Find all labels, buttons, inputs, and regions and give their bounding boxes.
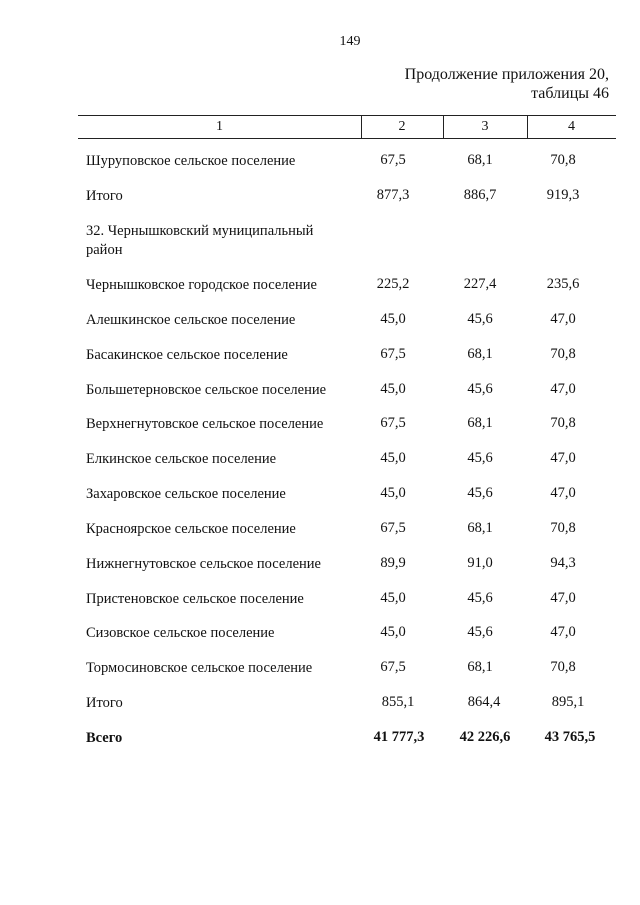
row-name: Шуруповское сельское поселение xyxy=(86,153,296,169)
row-col-4: 70,8 xyxy=(550,152,576,168)
row-col-3: 91,0 xyxy=(467,555,493,571)
row-col-4: 919,3 xyxy=(546,187,580,203)
row-col-4: 895,1 xyxy=(551,694,585,710)
header-col-2: 2 xyxy=(398,119,406,134)
row-col-2: 67,5 xyxy=(380,346,406,362)
row-col-2: 45,0 xyxy=(380,624,406,640)
row-col-3: 45,6 xyxy=(467,590,493,606)
row-col-3: 42 226,6 xyxy=(459,729,511,745)
table-header xyxy=(78,118,616,136)
row-col-3: 68,1 xyxy=(467,415,493,431)
row-name: Елкинское сельское поселение xyxy=(86,451,277,467)
row-col-2: 67,5 xyxy=(380,415,406,431)
row-col-2: 45,0 xyxy=(380,485,406,501)
header-bottom-rule xyxy=(78,138,616,139)
row-name: Всего xyxy=(86,730,123,746)
row-col-3: 227,4 xyxy=(463,276,497,292)
page-number: 149 xyxy=(339,34,361,49)
row-col-3: 68,1 xyxy=(467,152,493,168)
row-col-4: 47,0 xyxy=(550,590,576,606)
row-name: Нижнегнутовское сельское поселение xyxy=(86,556,321,572)
header-col-4: 4 xyxy=(568,119,575,134)
row-col-3: 864,4 xyxy=(467,694,501,710)
row-name: Пристеновское сельское поселение xyxy=(86,591,304,607)
row-col-2: 67,5 xyxy=(380,520,406,536)
row-col-2: 41 777,3 xyxy=(373,729,425,745)
row-name: Верхнегнутовское сельское поселение xyxy=(86,416,324,432)
row-col-2: 89,9 xyxy=(380,555,406,571)
row-name: Чернышковское городское поселение xyxy=(86,277,317,293)
row-col-3: 45,6 xyxy=(467,381,493,397)
row-name: Басакинское сельское поселение xyxy=(86,347,288,363)
row-col-3: 45,6 xyxy=(467,311,493,327)
row-col-2: 45,0 xyxy=(380,381,406,397)
row-col-4: 47,0 xyxy=(550,624,576,640)
row-name: Алешкинское сельское поселение xyxy=(86,312,296,328)
row-col-2: 225,2 xyxy=(376,276,410,292)
row-col-3: 45,6 xyxy=(467,485,493,501)
row-col-4: 47,0 xyxy=(550,485,576,501)
row-col-3: 68,1 xyxy=(467,520,493,536)
row-name: Большетерновское сельское поселение xyxy=(86,382,327,398)
row-name: Итого xyxy=(86,695,123,711)
row-name: Итого xyxy=(86,188,123,204)
row-col-4: 94,3 xyxy=(550,555,576,571)
row-col-2: 67,5 xyxy=(380,659,406,675)
row-name: Тормосиновское сельское поселение xyxy=(86,660,313,676)
row-col-3: 886,7 xyxy=(463,187,497,203)
caption-line-2: таблицы 46 xyxy=(531,85,609,102)
row-name: 32. Чернышковский муниципальный район xyxy=(86,223,314,258)
row-col-3: 45,6 xyxy=(467,624,493,640)
row-col-2: 45,0 xyxy=(380,311,406,327)
row-col-4: 70,8 xyxy=(550,415,576,431)
row-col-3: 68,1 xyxy=(467,346,493,362)
table-caption xyxy=(405,65,609,103)
row-col-4: 70,8 xyxy=(550,346,576,362)
row-col-4: 70,8 xyxy=(550,659,576,675)
row-col-3: 68,1 xyxy=(467,659,493,675)
row-col-4: 235,6 xyxy=(546,276,580,292)
row-name: Сизовское сельское поселение xyxy=(86,625,275,641)
row-col-2: 855,1 xyxy=(381,694,415,710)
row-col-2: 877,3 xyxy=(376,187,410,203)
row-col-2: 67,5 xyxy=(380,152,406,168)
row-col-4: 47,0 xyxy=(550,311,576,327)
row-name: Захаровское сельское поселение xyxy=(86,486,286,502)
header-top-rule xyxy=(78,115,616,116)
caption-line-1: Продолжение приложения 20, xyxy=(404,66,609,83)
row-col-3: 45,6 xyxy=(467,450,493,466)
row-col-2: 45,0 xyxy=(380,590,406,606)
header-col-1: 1 xyxy=(216,119,223,134)
header-col-3: 3 xyxy=(481,119,489,134)
row-name: Красноярское сельское поселение xyxy=(86,521,296,537)
row-col-2: 45,0 xyxy=(380,450,406,466)
row-col-4: 70,8 xyxy=(550,520,576,536)
row-col-4: 47,0 xyxy=(550,450,576,466)
row-col-4: 43 765,5 xyxy=(544,729,596,745)
row-col-4: 47,0 xyxy=(550,381,576,397)
